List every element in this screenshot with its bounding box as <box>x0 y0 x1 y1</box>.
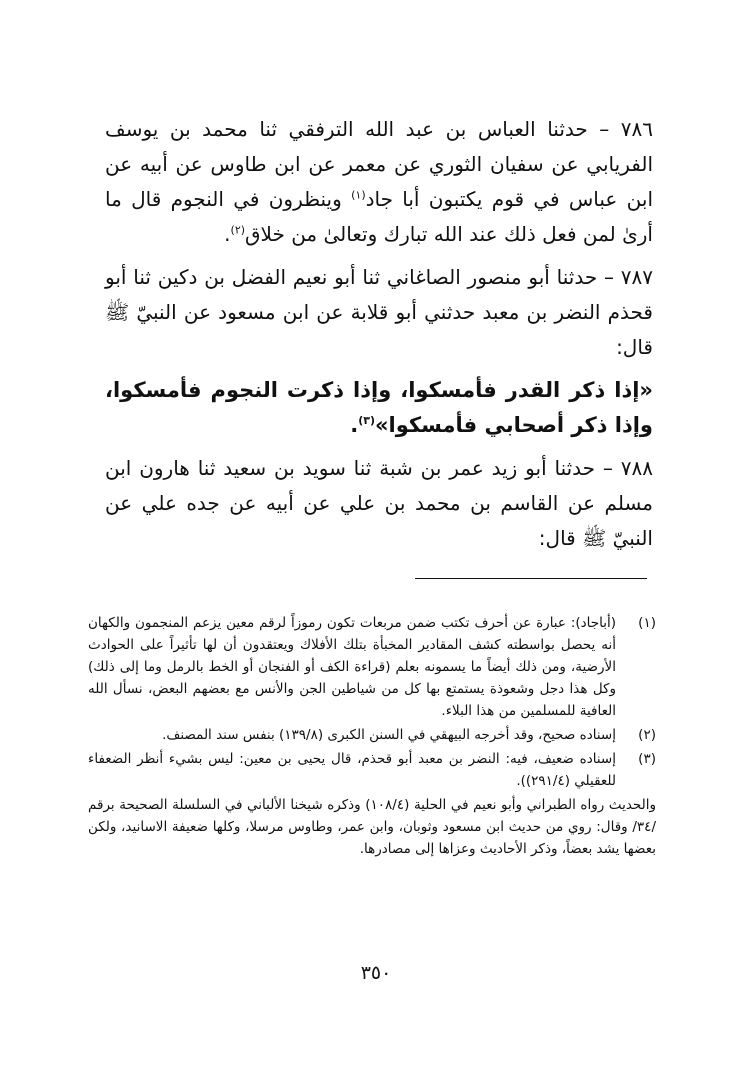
hadith-text: حدثنا أبو منصور الصاغاني ثنا أبو نعيم الفضل بن دكين ثنا أبو قحذم النضر بن معبد حدثني أبو قلابة عن ابن مسعود عن النبيّ ﷺ قال: <box>105 265 653 359</box>
hadith-text: حدثنا العباس بن عبد الله الترفقي ثنا محمد بن يوسف الفريابي عن سفيان الثوري عن معمر عن ابن طاوس عن أبيه عن ابن عباس في قوم يكتبون أبا جاد <box>105 117 654 211</box>
hadith-787-quote <box>105 373 653 443</box>
footnote-separator <box>415 578 647 579</box>
footnote-text: والحديث رواه الطبراني وأبو نعيم في الحلية (١٠٨/٤) وذكره شيخنا الألباني في السلسلة الصحيحة برقم /٣٤/ وقال: روي من حديث ابن مسعود وثوبان، وابن عمر، وطاوس مرسلا، وكلها ضعيفة الاسانيد، ولكن بعضها يشد بعضاً، وذكر الأحاديث وعزاها إلى مصادرها. <box>88 797 657 857</box>
hadith-text: حدثنا أبو زيد عمر بن شبة ثنا سويد بن سعيد ثنا هارون ابن مسلم عن القاسم بن محمد بن علي عن أبيه عن جده علي عن النبيّ ﷺ قال: <box>105 456 653 550</box>
prophetic-quote: «إذا ذكر القدر فأمسكوا، وإذا ذكرت النجوم فأمسكوا، وإذا ذكر أصحابي فأمسكوا» <box>105 378 653 437</box>
hadith-number: ٧٨٦ – <box>599 117 654 141</box>
sentence-end: . <box>224 222 231 246</box>
hadith-787 <box>105 260 653 365</box>
footnote-number: (٢) <box>638 727 656 743</box>
hadith-788 <box>105 451 653 556</box>
footnote-text: إسناده صحيح، وقد أخرجه البيهقي في السنن الكبرى (١٣٩/٨) بنفس سند المصنف. <box>162 727 616 743</box>
footnote-3-continued <box>88 794 656 860</box>
footnote-text: إسناده ضعيف، فيه: النضر بن معبد أبو قحذم، قال يحيى بن معين: ليس بشيء أنظر الضعفاء للعقيلي (٢٩١/٤)). <box>88 751 616 789</box>
hadith-number: ٧٨٧ – <box>604 265 654 289</box>
footnote-1 <box>88 612 656 722</box>
sentence-end: . <box>350 413 359 437</box>
footnote-text: (أباجاد): عبارة عن أحرف تكتب ضمن مربعات تكون رموزاً لرقم معين يزعم المنجمون والكهان أنه يحصل بواسطته كشف المقادير المخبأة بتلك الأفلاك ويعتقدون أن لها تأثيراً على الحوادث الأرضية، ومن ذلك أيضاً ما يسمونه بعلم (قراءة الكف أو الفنجان أو الخط بالرمل وما إلى ذلك) وكل هذا دجل وشعوذة يستمتع بها كل من شياطين الجن والأنس مع بعضهم البعض، نسأل الله العافية للمسلمين من هذا البلاء. <box>88 615 616 719</box>
hadith-text-continued: وينظرون في النجوم قال ما أرىٰ لمن فعل ذلك عند الله تبارك وتعالىٰ من خلاق <box>105 187 653 246</box>
page-number: ٣٥٠ <box>360 962 392 984</box>
footnote-ref: (٣) <box>358 414 375 427</box>
hadith-786 <box>105 112 653 252</box>
footnote-ref: (٢) <box>230 223 246 237</box>
footnote-2 <box>88 724 656 746</box>
footnotes <box>88 612 656 862</box>
footnote-3 <box>88 748 656 792</box>
hadith-number: ٧٨٨ – <box>602 456 654 480</box>
footnote-ref: (١) <box>351 188 366 202</box>
main-text <box>105 112 653 564</box>
footnote-number: (١) <box>638 615 656 631</box>
footnote-number: (٣) <box>638 751 656 767</box>
